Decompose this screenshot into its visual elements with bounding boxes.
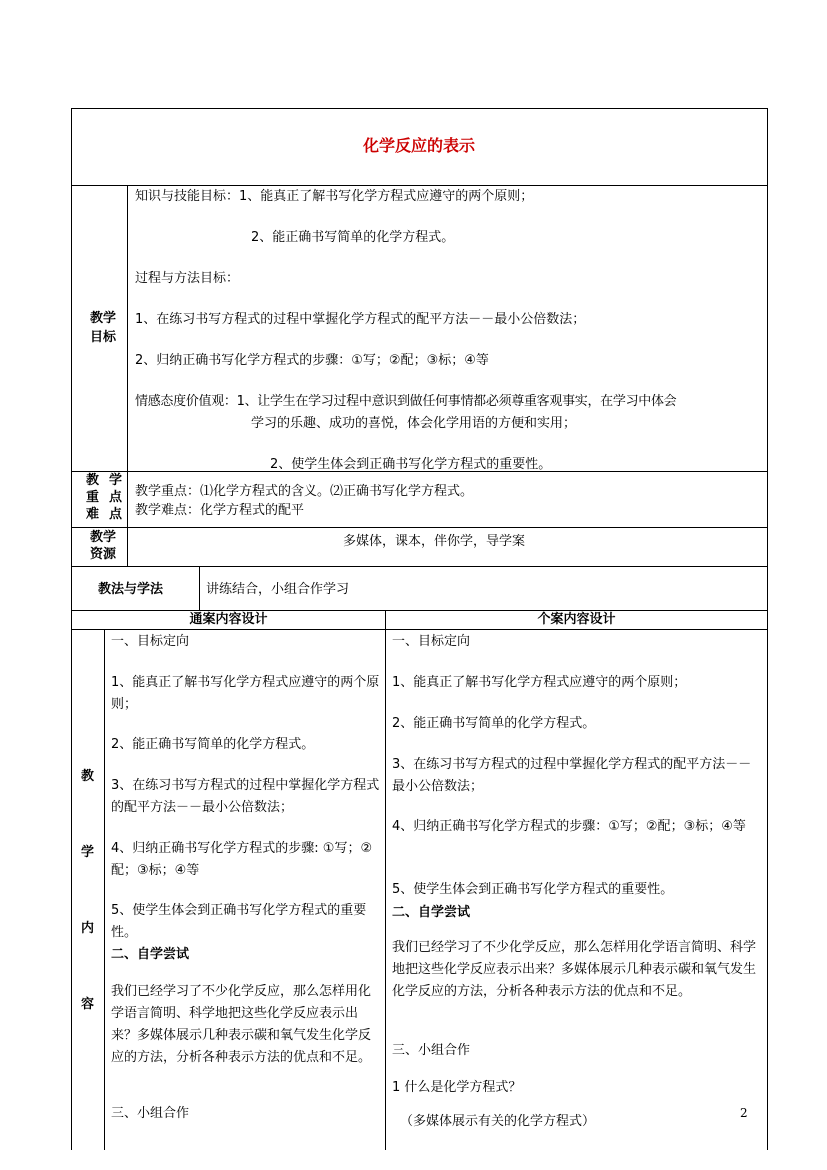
right-question-note: （多媒体展示有关的化学方程式） [400,1114,596,1129]
objective-emotion-1b: 学习的乐趣、成功的喜悦，体会化学用语的方便和实用； [251,416,577,431]
methods-value: 讲练结合，小组合作学习 [206,582,350,597]
col-separator [104,629,105,1150]
left-paragraph: 3、在练习书写方程式的过程中掌握化学方程式的配平方法－－最小公倍数法； [111,778,380,815]
left-paragraph: 1、能真正了解书写化学方程式应遵守的两个原则； [111,675,380,712]
left-paragraph: 2、能正确书写简单的化学方程式。 [111,737,315,752]
resources-label-line1: 教学 [89,530,116,545]
right-paragraph: 2、能正确书写简单的化学方程式。 [392,716,596,731]
keypoints-difficult: 教学难点：化学方程式的配平 [135,503,305,518]
keypoints-label [86,472,126,523]
resources-label-line2: 资源 [89,547,116,562]
row-separator [71,566,768,567]
objectives-label [84,309,122,347]
table-border-top [71,108,768,109]
left-section-heading: 二、自学尝试 [111,947,190,962]
right-section-heading: 三、小组合作 [392,1043,471,1058]
content-side-label-char: 容 [81,997,95,1012]
objective-emotion-2: 2、使学生体会到正确书写化学方程式的重要性。 [270,457,552,472]
objective-emotion-1a: 情感态度价值观：1、让学生在学习过程中意识到做任何事情都必须尊重客观事实，在学习中体会 [135,394,677,409]
left-paragraph: 我们已经学习了不少化学反应，那么怎样用化学语言简明、科学地把这些化学反应表示出来？多媒体展示几种表示碳和氧气发生化学反应的方法，分析各种表示方法的优点和不足。 [111,984,372,1065]
right-paragraph: 3、在练习书写方程式的过程中掌握化学方程式的配平方法－－最小公倍数法； [392,757,752,794]
keypoints-label-char: 点 [109,507,123,522]
keypoints-label-char: 重 [86,490,100,505]
col-separator [127,471,128,528]
methods-label: 教法与学法 [98,582,164,597]
objective-process-label: 过程与方法目标： [135,271,240,286]
left-paragraph: 5、使学生体会到正确书写化学方程式的重要性。 [111,903,367,940]
objectives-label-text: 教学目标 [89,311,116,345]
keypoints-important: 教学重点：⑴化学方程式的含义。⑵正确书写化学方程式。 [135,484,474,499]
col-separator [127,185,128,472]
page-title: 化学反应的表示 [362,136,475,155]
keypoints-label-char: 学 [109,473,123,488]
left-section-heading: 三、小组合作 [111,1106,190,1121]
objective-process-1: 1、在练习书写方程式的过程中掌握化学方程式的配平方法－－最小公倍数法； [135,312,586,327]
row-separator [71,185,768,186]
right-question: 1 什么是化学方程式？ [392,1080,522,1095]
objective-knowledge-1: 知识与技能目标：1、能真正了解书写化学方程式应遵守的两个原则； [135,189,534,204]
content-side-label-char: 学 [81,845,95,860]
left-section-heading: 一、目标定向 [111,634,190,649]
objective-process-2: 2、归纳正确书写化学方程式的步骤：①写；②配；③标；④等 [135,353,489,368]
right-section-heading: 二、自学尝试 [392,905,471,920]
right-paragraph: 5、使学生体会到正确书写化学方程式的重要性。 [392,882,674,897]
col-separator [385,610,386,1150]
keypoints-label-char: 点 [109,490,123,505]
right-paragraph: 1、能真正了解书写化学方程式应遵守的两个原则； [392,675,687,690]
content-side-label-char: 内 [81,921,95,936]
left-paragraph: 4、归纳正确书写化学方程式的步骤: ①写；②配；③标；④等 [111,841,373,878]
left-design-header: 通案内容设计 [189,612,268,627]
row-separator [71,629,768,630]
col-separator [199,566,200,610]
row-separator [71,527,768,528]
page-number: 2 [740,1106,748,1120]
keypoints-label-char: 教 [86,473,100,488]
keypoints-label-char: 难 [86,507,100,522]
resources-label [84,529,122,563]
resources-value: 多媒体，课本，伴你学，导学案 [343,534,526,549]
content-side-label-char: 教 [81,769,95,784]
right-design-header: 个案内容设计 [537,612,616,627]
objective-knowledge-2: 2、能正确书写简单的化学方程式。 [251,230,455,245]
right-paragraph: 4、归纳正确书写化学方程式的步骤：①写；②配；③标；④等 [392,819,746,834]
right-section-heading: 一、目标定向 [392,634,471,649]
col-separator [127,527,128,567]
right-paragraph: 我们已经学习了不少化学反应，那么怎样用化学语言简明、科学地把这些化学反应表示出来？多媒体展示几种表示碳和氧气发生化学反应的方法，分析各种表示方法的优点和不足。 [392,940,757,999]
